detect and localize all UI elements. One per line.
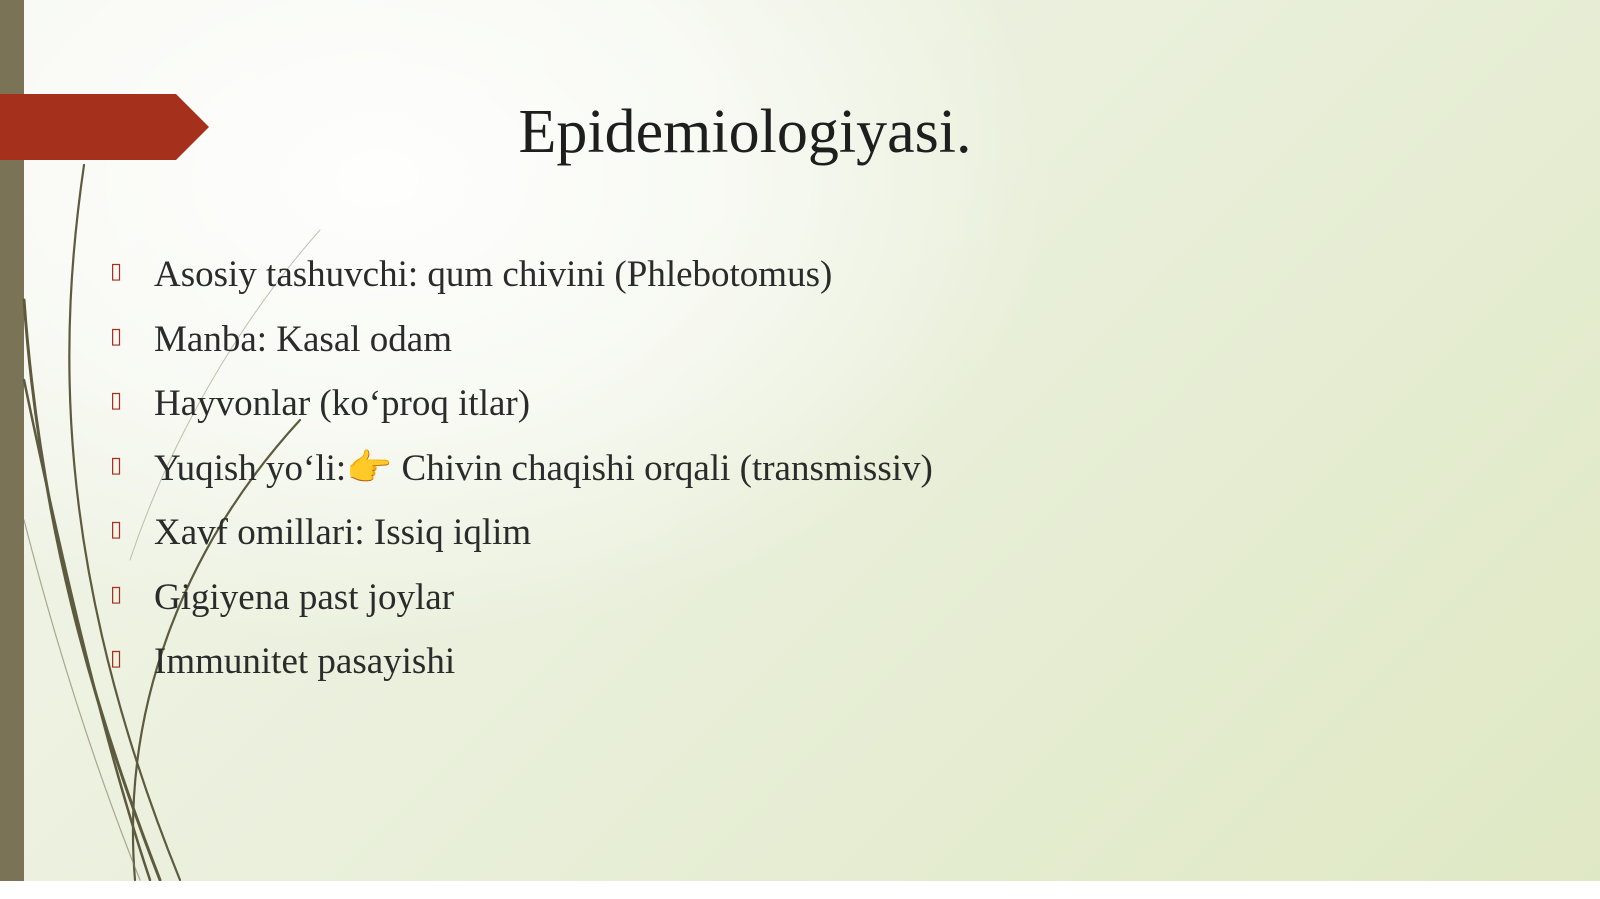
bullet-text: Asosiy tashuvchi: qum chivini (Phlebotomus) [154, 254, 833, 295]
hollow-rectangle-icon: ▯ [110, 452, 123, 478]
list-item [110, 251, 933, 316]
hollow-rectangle-icon: ▯ [110, 259, 123, 284]
title-accent-flag [0, 94, 210, 160]
bottom-border [0, 881, 1600, 899]
list-item [110, 574, 933, 639]
hollow-rectangle-icon: ▯ [110, 646, 123, 671]
bullet-text: Gigiyena past joylar [154, 576, 455, 618]
slide-title: Epidemiologiyasi. [518, 98, 972, 166]
bullet-text: Immunitet pasayishi [154, 641, 456, 682]
bullet-list [110, 251, 933, 703]
list-item [110, 316, 933, 381]
bullet-text: Manba: Kasal odam [154, 318, 452, 360]
bullet-text: Xavf omillari: Issiq iqlim [154, 512, 532, 553]
hollow-rectangle-icon: ▯ [110, 517, 123, 542]
list-item [110, 509, 933, 574]
hollow-rectangle-icon: ▯ [110, 581, 123, 607]
bullet-text: Hayvonlar (ko‘proq itlar) [154, 383, 531, 424]
list-item [110, 445, 933, 510]
bullet-text: Yuqish yo‘li:👉 Chivin chaqishi orqali (transmissiv) [154, 447, 933, 489]
hollow-rectangle-icon: ▯ [110, 323, 123, 349]
hollow-rectangle-icon: ▯ [110, 388, 123, 413]
list-item [110, 638, 933, 703]
list-item [110, 380, 933, 445]
